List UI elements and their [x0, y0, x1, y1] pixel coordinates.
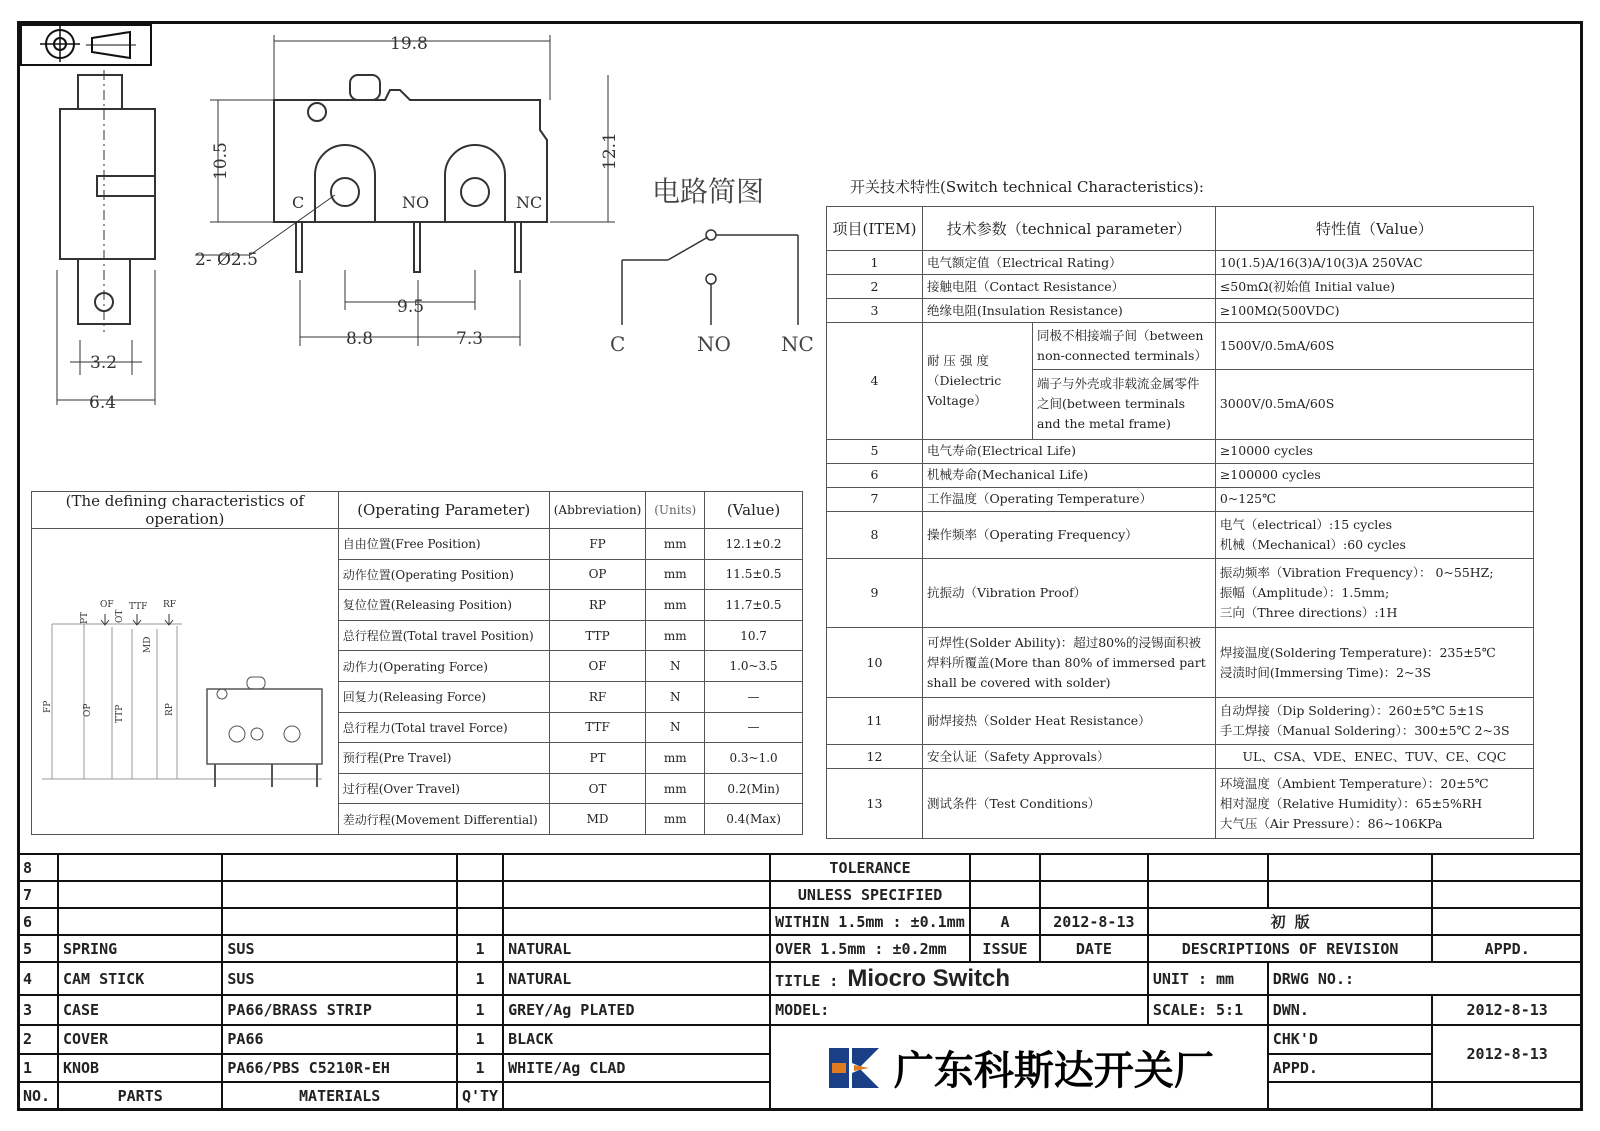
sw-value: ≥100MΩ(500VDC): [1215, 299, 1533, 323]
label-of: OF: [100, 600, 114, 610]
op-param: 总行程力(Total travel Force): [338, 712, 549, 743]
appd-header: APPD.: [1432, 935, 1582, 962]
op-unit: N: [646, 712, 705, 743]
sw-param: 测试条件（Test Conditions）: [922, 769, 1215, 839]
sw-header-item: 项目(ITEM): [827, 207, 923, 251]
label-fp: FP: [43, 700, 53, 713]
op-unit: N: [646, 651, 705, 682]
op-abbr: FP: [549, 529, 646, 560]
op-param: 自由位置(Free Position): [338, 529, 549, 560]
part-finish: [503, 908, 770, 935]
part-name: [58, 854, 222, 881]
sw-param: 绝缘电阻(Insulation Resistance): [922, 299, 1215, 323]
op-header-units: (Units): [646, 492, 705, 529]
dim-pin-width: 3.2: [90, 353, 118, 373]
dwn-date: 2012-8-13: [1432, 995, 1582, 1025]
scale-cell: [1148, 995, 1268, 1025]
sw-value: 环境温度（Ambient Temperature）：20±5℃: [1219, 775, 1489, 791]
part-material: [222, 854, 457, 881]
parts-header: PARTS: [58, 1082, 222, 1110]
sw-value: 10(1.5)A/16(3)A/10(3)A 250VAC: [1215, 251, 1533, 275]
sw-value: 自动焊接（Dip Soldering）：260±5℃ 5±1S: [1219, 703, 1484, 719]
part-material: PA66/BRASS STRIP: [222, 995, 457, 1025]
sw-value: 手工焊接（Manual Soldering）：300±5℃ 2~3S: [1219, 723, 1510, 739]
sw-value: 0~125℃: [1215, 487, 1533, 511]
switch-characteristics-table: [826, 206, 1534, 839]
dim-width: 6.4: [89, 393, 117, 413]
circuit-c: C: [610, 332, 626, 356]
sw-value: ≥100000 cycles: [1215, 463, 1533, 487]
part-material: SUS: [222, 935, 457, 962]
chk-date: 2012-8-13: [1432, 1025, 1582, 1081]
op-unit: mm: [646, 743, 705, 774]
part-name: KNOB: [58, 1054, 222, 1082]
sw-item: 6: [827, 463, 923, 487]
sw-value: 大气压（Air Pressure）：86~106KPa: [1219, 815, 1443, 831]
sw-item: 1: [827, 251, 923, 275]
part-no: 4: [18, 962, 58, 995]
no-header: NO.: [18, 1082, 58, 1110]
qty-header: Q'TY: [457, 1082, 503, 1110]
sw-value: 浸渍时间(Immersing Time)：2~3S: [1219, 664, 1432, 680]
op-abbr: OT: [549, 773, 646, 804]
part-material: PA66: [222, 1025, 457, 1053]
part-name: [58, 908, 222, 935]
op-param: 动作位置(Operating Position): [338, 559, 549, 590]
part-qty: 1: [457, 935, 503, 962]
op-abbr: TTF: [549, 712, 646, 743]
part-no: 7: [18, 881, 58, 908]
op-unit: N: [646, 681, 705, 712]
unless-specified-label: UNLESS SPECIFIED: [770, 881, 970, 908]
op-abbr: OF: [549, 651, 646, 682]
sw-item: 8: [827, 511, 923, 558]
sw-value: 3000V/0.5mA/60S: [1215, 369, 1533, 439]
op-unit: mm: [646, 559, 705, 590]
part-no: 2: [18, 1025, 58, 1053]
op-abbr: RP: [549, 590, 646, 621]
op-abbr: OP: [549, 559, 646, 590]
operation-table: [31, 491, 803, 835]
sw-value-cell: [1215, 769, 1533, 839]
part-qty: 1: [457, 1025, 503, 1053]
part-no: 1: [18, 1054, 58, 1082]
operation-diagram: [32, 529, 330, 834]
label-ot: OT: [115, 609, 125, 623]
sw-value-cell: [1215, 511, 1533, 558]
part-qty: [457, 881, 503, 908]
part-name: COVER: [58, 1025, 222, 1053]
label-rp: RP: [165, 703, 175, 716]
op-unit: mm: [646, 529, 705, 560]
revision-date: 2012-8-13: [1040, 908, 1148, 935]
dim-height-body: 10.5: [211, 142, 231, 180]
label-rf: RF: [163, 600, 177, 610]
sw-value: UL、CSA、VDE、ENEC、TUV、CE、CQC: [1215, 745, 1533, 769]
part-qty: [457, 908, 503, 935]
part-no: 3: [18, 995, 58, 1025]
sw-item: 9: [827, 558, 923, 628]
circuit-title: 电路简图: [652, 175, 765, 208]
sw-item: 4: [827, 323, 923, 440]
sw-item: 10: [827, 628, 923, 698]
revision-letter: A: [970, 908, 1040, 935]
sw-param: 机械寿命(Mechanical Life): [922, 463, 1215, 487]
dim-pitch: 9.5: [397, 297, 425, 317]
label-md: MD: [143, 636, 153, 653]
appd-label: APPD.: [1268, 1054, 1433, 1082]
side-view-drawing: [45, 70, 165, 415]
drawing-title: Miocro Switch: [847, 964, 1011, 992]
part-qty: 1: [457, 1054, 503, 1082]
op-abbr: TTP: [549, 620, 646, 651]
terminal-nc-label: NC: [516, 193, 543, 212]
sw-param: 抗振动（Vibration Proof）: [922, 558, 1215, 628]
projection-symbol-icon: [20, 24, 152, 66]
sw-subparam: 端子与外壳或非载流金属零件之间(between terminals and the metal frame): [1033, 369, 1216, 439]
company-logo-icon: [824, 1043, 884, 1093]
sw-value: 三向（Three directions）:1H: [1219, 605, 1398, 621]
part-finish: [503, 881, 770, 908]
unit-cell: [1148, 962, 1268, 995]
sw-value: 1500V/0.5mA/60S: [1215, 323, 1533, 370]
sw-param: 操作频率（Operating Frequency）: [922, 511, 1215, 558]
part-no: 5: [18, 935, 58, 962]
front-view-drawing: [190, 30, 620, 350]
op-unit: mm: [646, 773, 705, 804]
op-param: 动作力(Operating Force): [338, 651, 549, 682]
chkd-label: CHK'D: [1268, 1025, 1433, 1053]
op-abbr: PT: [549, 743, 646, 774]
sw-item: 3: [827, 299, 923, 323]
sw-param: 安全认证（Safety Approvals）: [922, 745, 1215, 769]
label-pt: PT: [80, 611, 90, 624]
op-param: 回复力(Releasing Force): [338, 681, 549, 712]
part-material: SUS: [222, 962, 457, 995]
op-param: 差动行程(Movement Differential): [338, 804, 549, 835]
op-value: 1.0~3.5: [705, 651, 803, 682]
sw-value: 振幅（Amplitude）：1.5mm;: [1219, 585, 1390, 601]
part-finish: NATURAL: [503, 935, 770, 962]
part-material: [222, 908, 457, 935]
sw-value: 焊接温度(Soldering Temperature)：235±5℃: [1219, 644, 1496, 660]
dim-height-total: 12.1: [600, 132, 620, 170]
dim-length: 19.8: [390, 34, 428, 54]
sw-param: 工作温度（Operating Temperature）: [922, 487, 1215, 511]
op-value: 0.3~1.0: [705, 743, 803, 774]
op-header-abbreviation: (Abbreviation): [549, 492, 646, 529]
sw-value-cell: [1215, 628, 1533, 698]
sw-value: ≤50mΩ(初始值 Initial value): [1215, 275, 1533, 299]
op-unit: mm: [646, 590, 705, 621]
sw-item: 11: [827, 698, 923, 745]
sw-value: 振动频率（Vibration Frequency）： 0~55HZ;: [1219, 565, 1494, 581]
over-tolerance: OVER 1.5mm : ±0.2mm: [770, 935, 970, 962]
tolerance-label: TOLERANCE: [770, 854, 970, 881]
part-name: CAM STICK: [58, 962, 222, 995]
part-finish: GREY/Ag PLATED: [503, 995, 770, 1025]
op-header-value: (Value): [705, 492, 803, 529]
part-material: [222, 881, 457, 908]
op-abbr: MD: [549, 804, 646, 835]
sw-item: 13: [827, 769, 923, 839]
materials-header: MATERIALS: [222, 1082, 457, 1110]
sw-value: 相对湿度（Relative Humidity）：65±5%RH: [1219, 795, 1483, 811]
part-name: [58, 881, 222, 908]
op-header-parameter: (Operating Parameter): [338, 492, 549, 529]
sw-value-cell: [1215, 698, 1533, 745]
drawing-number-label: DRWG NO.:: [1268, 962, 1582, 995]
title-label: TITLE :: [775, 971, 839, 990]
date-header: DATE: [1040, 935, 1148, 962]
op-value: 11.5±0.5: [705, 559, 803, 590]
sw-param: 可焊性(Solder Ability)：超过80%的浸锡面积被焊料所覆盖(More than 80% of immersed part shall be covered with solder): [922, 628, 1215, 698]
scale-value: 5:1: [1216, 1001, 1244, 1020]
op-value: 11.7±0.5: [705, 590, 803, 621]
sw-param: 耐 压 强 度（Dielectric Voltage）: [922, 323, 1032, 440]
op-value: 0.2(Min): [705, 773, 803, 804]
op-abbr: RF: [549, 681, 646, 712]
label-ttp: TTP: [115, 704, 125, 723]
op-value: 10.7: [705, 620, 803, 651]
op-unit: mm: [646, 804, 705, 835]
unit-label: UNIT :: [1152, 969, 1207, 988]
title-block: [17, 853, 1583, 1111]
terminal-c-label: C: [292, 193, 305, 212]
label-op: OP: [83, 703, 93, 717]
op-value: —: [705, 712, 803, 743]
sw-item: 2: [827, 275, 923, 299]
within-tolerance: WITHIN 1.5mm : ±0.1mm: [770, 908, 970, 935]
scale-label: SCALE:: [1152, 1001, 1207, 1020]
dim-hole: 2- Ø2.5: [195, 250, 258, 270]
sw-item: 5: [827, 439, 923, 463]
op-value: 12.1±0.2: [705, 529, 803, 560]
op-param: 复位位置(Releasing Position): [338, 590, 549, 621]
part-qty: 1: [457, 962, 503, 995]
part-finish: NATURAL: [503, 962, 770, 995]
label-ttf: TTF: [129, 602, 148, 612]
title-cell: [770, 962, 1148, 995]
sw-value: 机械（Mechanical）:60 cycles: [1219, 536, 1406, 552]
op-unit: mm: [646, 620, 705, 651]
sw-param: 电气寿命(Electrical Life): [922, 439, 1215, 463]
part-name: CASE: [58, 995, 222, 1025]
unit-value: mm: [1216, 969, 1235, 988]
part-no: 6: [18, 908, 58, 935]
dim-left: 8.8: [346, 329, 374, 349]
model-label: MODEL:: [770, 995, 1148, 1025]
terminal-no-label: NO: [402, 193, 430, 212]
op-value: —: [705, 681, 803, 712]
op-value: 0.4(Max): [705, 804, 803, 835]
op-param: 过行程(Over Travel): [338, 773, 549, 804]
sw-value: ≥10000 cycles: [1215, 439, 1533, 463]
sw-header-parameter: 技术参数（technical parameter）: [922, 207, 1215, 251]
op-header-characteristics: (The defining characteristics of operation): [32, 492, 339, 529]
sw-item: 7: [827, 487, 923, 511]
circuit-no: NO: [697, 332, 731, 356]
company-cell: [770, 1025, 1268, 1110]
part-finish: WHITE/Ag CLAD: [503, 1054, 770, 1082]
sw-param: 电气额定值（Electrical Rating）: [922, 251, 1215, 275]
part-no: 8: [18, 854, 58, 881]
part-finish: [503, 854, 770, 881]
circuit-nc: NC: [781, 332, 814, 356]
circuit-diagram: [600, 165, 815, 365]
sw-param: 耐焊接热（Solder Heat Resistance）: [922, 698, 1215, 745]
sw-header-value: 特性值（Value）: [1215, 207, 1533, 251]
descriptions-header: DESCRIPTIONS OF REVISION: [1148, 935, 1433, 962]
revision-description: 初 版: [1148, 908, 1433, 935]
sw-subparam: 同极不相接端子间（between non-connected terminals）: [1033, 323, 1216, 370]
sw-value-cell: [1215, 558, 1533, 628]
company-name: 广东科斯达开关厂: [893, 1048, 1214, 1095]
issue-header: ISSUE: [970, 935, 1040, 962]
op-param: 总行程位置(Total travel Position): [338, 620, 549, 651]
sw-item: 12: [827, 745, 923, 769]
switch-table-title: 开关技术特性(Switch technical Characteristics):: [850, 178, 1204, 196]
part-qty: 1: [457, 995, 503, 1025]
dim-right: 7.3: [456, 329, 484, 349]
sw-param: 接触电阻（Contact Resistance）: [922, 275, 1215, 299]
part-finish: BLACK: [503, 1025, 770, 1053]
sw-value: 电气（electrical）:15 cycles: [1219, 516, 1393, 532]
op-param: 预行程(Pre Travel): [338, 743, 549, 774]
part-material: PA66/PBS C5210R-EH: [222, 1054, 457, 1082]
part-name: SPRING: [58, 935, 222, 962]
operation-diagram-cell: [32, 529, 339, 835]
dwn-label: DWN.: [1268, 995, 1433, 1025]
part-qty: [457, 854, 503, 881]
